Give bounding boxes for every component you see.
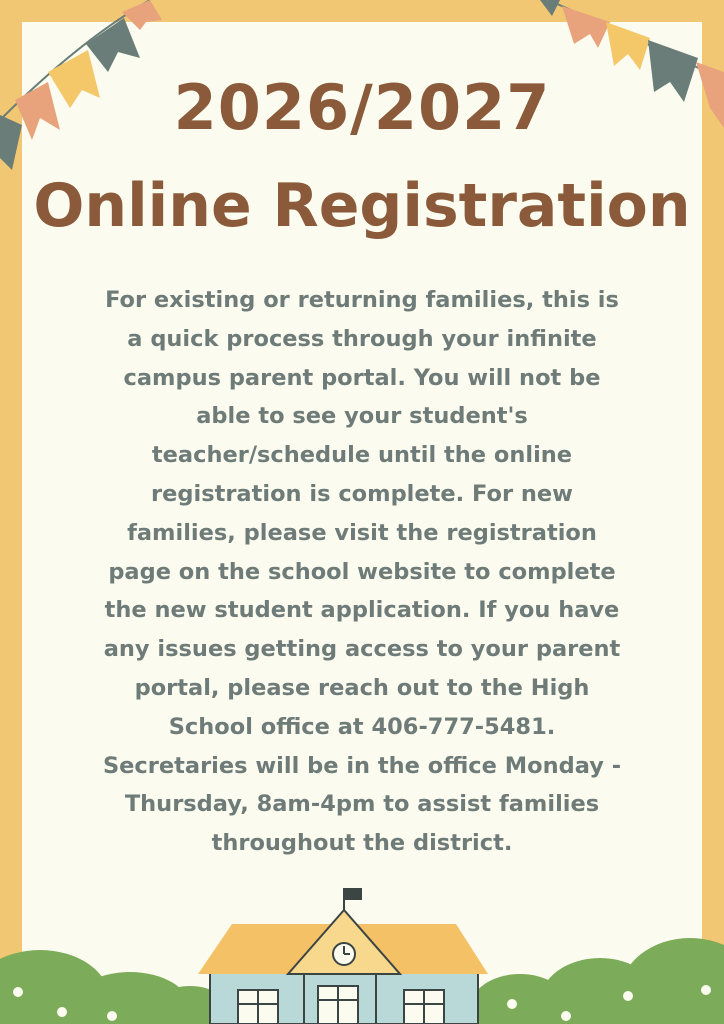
info-line: a quick process through your infinite: [127, 325, 597, 352]
info-line: families, please visit the registration: [127, 519, 597, 546]
heading-title: Online Registration: [33, 171, 691, 241]
clock-icon: [333, 943, 355, 965]
info-line: page on the school website to complete: [108, 558, 616, 585]
info-line: campus parent portal. You will not be: [123, 364, 601, 391]
info-line: School office at 406-777-5481.: [168, 713, 556, 740]
info-line: portal, please reach out to the High: [134, 674, 590, 701]
info-line: any issues getting access to your parent: [103, 636, 621, 663]
info-line: Thursday, 8am-4pm to assist families: [124, 791, 600, 818]
info-line: teacher/schedule until the online: [151, 442, 573, 469]
school-scene: [0, 880, 724, 1024]
school-building-icon: [198, 910, 488, 1024]
info-line: the new student application. If you have: [104, 597, 620, 624]
info-line: throughout the district.: [211, 830, 513, 857]
info-line: registration is complete. For new: [151, 480, 573, 507]
info-line: Secretaries will be in the office Monday -: [102, 752, 622, 779]
flag-icon: [344, 888, 362, 910]
info-line: able to see your student's: [196, 403, 528, 430]
heading-year: 2026/2027: [173, 71, 551, 144]
info-line: For existing or returning families, this is: [105, 287, 619, 313]
registration-info: [52, 281, 672, 863]
